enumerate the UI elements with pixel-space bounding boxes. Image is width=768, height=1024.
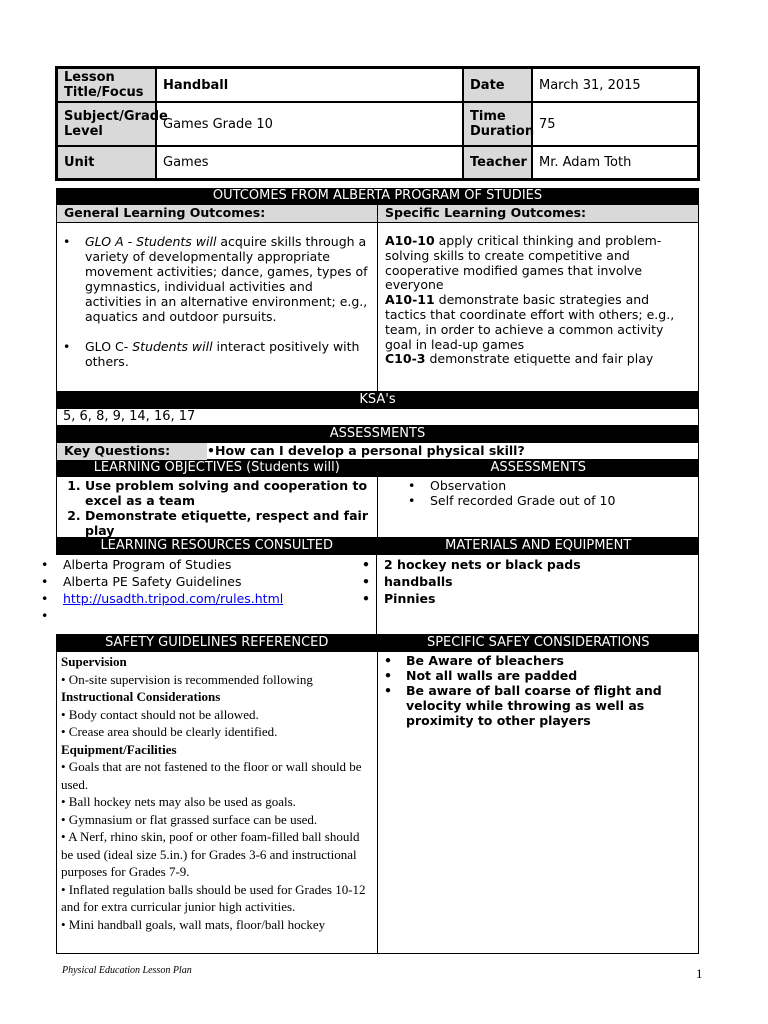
equipment-item: • A Nerf, rhino skin, poof or other foam-filled ball should be used (ideal size 5.in.) for Grades 3-6 and instructional purposes for Grades 7-9. bbox=[61, 829, 360, 879]
a10-11-text: demonstrate basic strategies and tactics that coordinate effort with others; e.g., team, in order to achieve a common activity goal in lead-up games bbox=[385, 292, 675, 352]
teacher-value: Mr. Adam Toth bbox=[531, 147, 697, 178]
subject-label: Subject/Grade Level bbox=[58, 103, 155, 145]
glo-c-text: interact positively with others. bbox=[85, 339, 360, 369]
equipment-heading: Equipment/Facilities bbox=[61, 741, 177, 757]
subject-row bbox=[58, 101, 697, 145]
equipment-item: • Mini handball goals, wall mats, floor/ball hockey bbox=[61, 916, 326, 932]
outcomes-title: OUTCOMES FROM ALBERTA PROGRAM OF STUDIES bbox=[56, 188, 699, 205]
lesson-label: Lesson Title/Focus bbox=[58, 69, 155, 101]
resources-title: LEARNING RESOURCES CONSULTED bbox=[100, 538, 334, 553]
time-label: Time Duration bbox=[462, 103, 531, 145]
glo-a-prefix: GLO A - Students will bbox=[85, 234, 217, 249]
safety-item: • Be Aware of bleachers bbox=[406, 653, 692, 668]
safety-item: • Be aware of ball coarse of flight and velocity while throwing as well as proximity to other players bbox=[406, 683, 692, 728]
assessments-title: ASSESSMENTS bbox=[56, 426, 699, 443]
instructional-item: • Crease area should be clearly identified. bbox=[61, 724, 278, 739]
materials-title: MATERIALS AND EQUIPMENT bbox=[445, 538, 632, 553]
general-outcomes-heading: General Learning Outcomes: bbox=[57, 205, 378, 222]
safety-guidelines-title: SAFETY GUIDELINES REFERENCED bbox=[105, 635, 329, 650]
resource-item bbox=[63, 590, 376, 607]
equipment-item: • Inflated regulation balls should be used for Grades 10-12 and for extra curricular junior high activities. bbox=[61, 881, 366, 914]
glo-c-prefix: GLO C- bbox=[85, 339, 133, 354]
resource-item: • Alberta PE Safety Guidelines bbox=[63, 573, 376, 590]
c10-3-text: demonstrate etiquette and fair play bbox=[425, 351, 654, 367]
equipment-item: • Ball hockey nets may also be used as goals. bbox=[61, 794, 296, 809]
instructional-heading: Instructional Considerations bbox=[61, 689, 221, 704]
specific-safety-title: SPECIFIC SAFEY CONSIDERATIONS bbox=[426, 635, 650, 650]
a10-10-code: A10-10 bbox=[385, 233, 435, 248]
material-item: • handballs bbox=[384, 573, 698, 590]
a10-10-outcome bbox=[385, 234, 692, 293]
instructional-item: • Body contact should not be allowed. bbox=[61, 706, 259, 722]
date-value: March 31, 2015 bbox=[531, 69, 697, 101]
objective-item: 2. Demonstrate etiquette, respect and fair play bbox=[85, 508, 371, 538]
assessment-item: • Observation bbox=[430, 478, 698, 493]
resource-link[interactable]: http://usadth.tripod.com/rules.html bbox=[63, 591, 284, 606]
objectives-title: LEARNING OBJECTIVES (Students will) bbox=[93, 460, 340, 475]
time-value: 75 bbox=[531, 103, 697, 145]
a10-10-text: apply critical thinking and problem-solving skills to create competitive and cooperative modified games that involve everyone bbox=[385, 233, 662, 293]
ksa-title: KSA's bbox=[56, 392, 699, 409]
subject-value: Games Grade 10 bbox=[155, 103, 462, 145]
key-question-bullet: • bbox=[207, 443, 215, 458]
unit-row bbox=[58, 145, 697, 178]
specific-outcomes-heading: Specific Learning Outcomes: bbox=[378, 205, 698, 222]
c10-3-outcome bbox=[385, 352, 692, 367]
lesson-value: Handball bbox=[155, 69, 462, 101]
footer-text: Physical Education Lesson Plan bbox=[62, 965, 192, 976]
objective-item: 1. Use problem solving and cooperation to excel as a team bbox=[85, 478, 371, 508]
lesson-info-table bbox=[55, 66, 700, 181]
objectives-assessments-title: ASSESSMENTS bbox=[490, 460, 586, 475]
equipment-item: • Gymnasium or flat grassed surface can be used. bbox=[61, 811, 318, 827]
glo-a-text: acquire skills through a variety of developmentally appropriate movement activities; dance, games, types of gymnastics, individual activities and activities in an alternative environment; e.g., aquatics and outdoor pursuits. bbox=[85, 234, 368, 324]
glo-c-item bbox=[85, 339, 371, 369]
material-item: • Pinnies bbox=[384, 590, 698, 607]
resource-item: • Alberta Program of Studies bbox=[63, 556, 376, 573]
glo-a-item bbox=[85, 234, 371, 324]
supervision-item: • On-site supervision is recommended following bbox=[61, 671, 313, 687]
lesson-row bbox=[58, 69, 697, 101]
outcomes-section bbox=[56, 205, 699, 392]
lesson-plan-body bbox=[56, 188, 699, 954]
key-question: •How can I develop a personal physical skill? bbox=[207, 443, 525, 458]
material-item: • 2 hockey nets or black pads bbox=[384, 556, 698, 573]
ksa-values: 5, 6, 8, 9, 14, 16, 17 bbox=[56, 409, 699, 426]
date-label: Date bbox=[462, 69, 531, 101]
a10-11-code: A10-11 bbox=[385, 292, 435, 308]
unit-value: Games bbox=[155, 147, 462, 178]
assessment-item: • Self recorded Grade out of 10 bbox=[430, 493, 698, 508]
key-questions-label: Key Questions: bbox=[57, 443, 207, 460]
equipment-item: • Goals that are not fastened to the floor or wall should be used. bbox=[61, 759, 362, 792]
safety-item: • Not all walls are padded bbox=[406, 668, 692, 683]
a10-11-outcome bbox=[385, 293, 692, 352]
unit-label: Unit bbox=[58, 147, 155, 178]
teacher-label: Teacher bbox=[462, 147, 531, 178]
page-number: 1 bbox=[696, 966, 703, 981]
supervision-heading: Supervision bbox=[61, 654, 127, 669]
c10-3-code: C10-3 bbox=[385, 351, 426, 367]
glo-c-italic: Students will bbox=[132, 339, 213, 354]
